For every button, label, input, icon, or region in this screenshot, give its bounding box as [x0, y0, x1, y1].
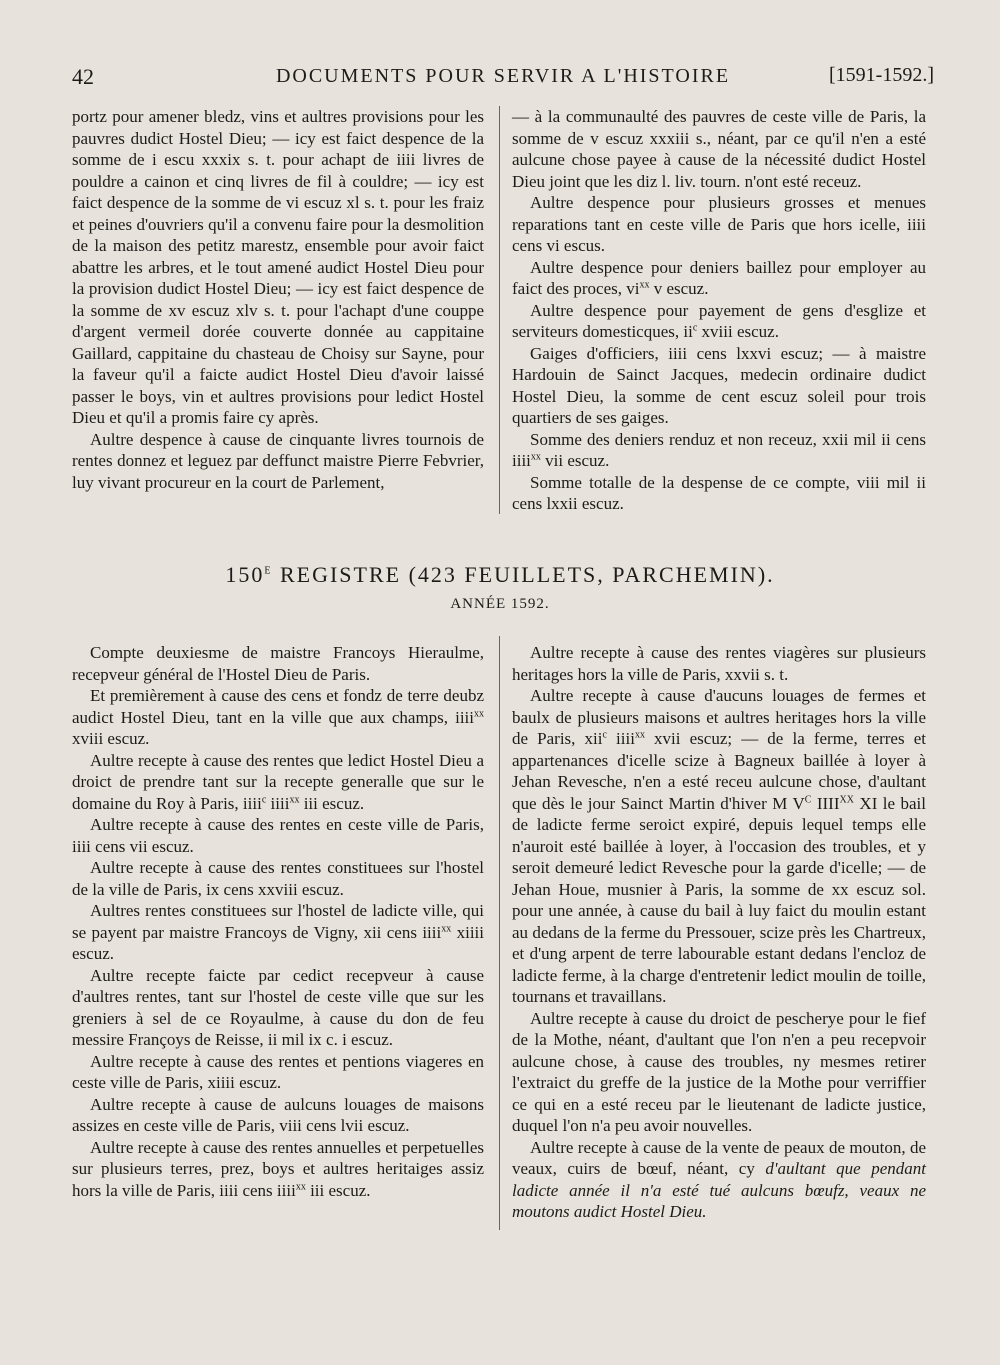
column-divider: [499, 636, 500, 1230]
heading-number: 150: [225, 562, 265, 587]
paragraph: Compte deuxiesme de maistre Francoys Hieraulme, recepveur général de l'Hostel Dieu de Paris.: [72, 643, 484, 684]
italic-text: d'aultant que pendant ladicte année il n'a esté tué aulcuns bœufz, veaux ne moutons audict Hostel Dieu.: [512, 1159, 926, 1221]
paragraph: [72, 900, 484, 965]
text-run: Et premièrement à cause des cens et fondz de terre deubz audict Hostel Dieu, tant en la ville que aux champs, iiii: [72, 686, 484, 727]
running-title: DOCUMENTS POUR SERVIR A L'HISTOIRE: [275, 65, 731, 87]
text-run: iii escuz.: [299, 793, 365, 813]
heading-text: REGISTRE (423 FEUILLETS, PARCHEMIN).: [272, 562, 775, 587]
text-run: xviii escuz.: [72, 729, 150, 748]
top-right-column: [512, 106, 926, 515]
bottom-right-column: [512, 642, 926, 1223]
text-run: Somme des deniers renduz et non receuz, xxii mil ii cens iiii: [512, 429, 926, 470]
paragraph: [512, 257, 926, 300]
paragraph: Aultre recepte à cause de aulcuns louages de maisons assizes en ceste ville de Paris, viii cens lvii escuz.: [72, 1094, 484, 1135]
superscript: xx: [634, 729, 645, 741]
text-run: xiiii escuz.: [72, 922, 484, 963]
paragraph: Gaiges d'officiers, iiii cens lxxvi escuz; — à maistre Hardouin de Sainct Jacques, medecin ordinaire dudict Hostel Dieu, la somme de cent escuz soleil pour trois quartiers de ses gaiges.: [512, 343, 926, 427]
text-run: v escuz.: [649, 279, 709, 298]
superscript: xx: [639, 279, 650, 291]
paragraph: Aultre recepte à cause des rentes viagères sur plusieurs heritages hors la ville de Paris, xxvii s. t.: [512, 643, 926, 684]
superscript: xx: [289, 793, 300, 805]
superscript: xx: [441, 922, 452, 934]
paragraph: Aultre despence à cause de cinquante livres tournois de rentes donnez et leguez par deffunct maistre Pierre Febvrier, luy vivant procureur en la court de Parlement,: [72, 429, 484, 492]
section-year: ANNÉE 1592.: [450, 596, 550, 612]
superscript: C: [804, 793, 812, 805]
paragraph: Aultre recepte à cause des rentes en ceste ville de Paris, iiii cens vii escuz.: [72, 815, 484, 856]
text-run: iii escuz.: [305, 1180, 371, 1200]
paragraph: Aultre recepte à cause des rentes et pentions viageres en ceste ville de Paris, xiiii escuz.: [72, 1051, 484, 1092]
text-run: Aultre recepte à cause de la vente de peaux de mouton, de veaux, cuirs de bœuf, néant, cy: [512, 1137, 926, 1178]
text-run: Aultre recepte à cause d'aucuns louages de fermes et baulx de plusieurs maisons et aultres heritages hors la ville de Paris, xii: [512, 686, 926, 748]
paragraph: [512, 300, 926, 343]
section-heading: [0, 562, 1000, 588]
paragraph: Aultre recepte à cause du droict de pescherye pour le fief de la Mothe, néant, d'aultant que l'on n'en a peu recepvoir aulcune chose, à cause des troubles, ny mesmes retirer l'extraict du greffe de la justice de la Mothe pour verriffier ce qui en a esté receu par le lieutenant de ladicte justice, duquel l'on n'a peu avoir nouvelles.: [512, 1008, 926, 1135]
paragraph: [512, 1137, 926, 1223]
paragraph: [512, 429, 926, 472]
text-run: iiii: [266, 793, 290, 813]
paragraph: Aultre despence pour plusieurs grosses et menues reparations tant en ceste ville de Paris que hors icelle, iiii cens vi escus.: [512, 193, 926, 255]
superscript: xx: [530, 451, 541, 463]
column-divider: [499, 106, 500, 514]
text-run: IIII: [811, 793, 840, 813]
text-run: iiii: [606, 729, 635, 748]
superscript: c: [261, 793, 267, 805]
paragraph: Somme totalle de la despense de ce compte, viii mil ii cens lxxii escuz.: [512, 472, 926, 513]
superscript: xx: [295, 1180, 306, 1192]
superscript: c: [602, 729, 607, 741]
superscript: xx: [474, 707, 484, 719]
superscript: XX: [839, 793, 854, 805]
paragraph: [72, 1137, 484, 1202]
text-run: Aultre recepte à cause des rentes annuelles et perpetuelles sur plusieurs terres, prez, boys et aultres heritaiges assiz hors la ville de Paris, iiii cens iiii: [72, 1137, 484, 1200]
text-run: Aultre recepte à cause des rentes que ledict Hostel Dieu a droict de prendre tant sur la recepte generalle que sur le domaine du Roy à Paris, iiii: [72, 750, 484, 813]
text-run: xvii escuz; — de la ferme, terres et appartenances d'icelle scize à Bagneux baillée à loyer à Jehan Revesche, n'en a esté receu aulcune chose, d'aultant que dès le jour Sainct Martin d'hiver M V: [512, 729, 926, 813]
page-header: [72, 64, 934, 94]
text-run: Aultres rentes constituees sur l'hostel de ladicte ville, qui se payent par maistre Francoys de Vigny, xii cens iiii: [72, 901, 484, 942]
superscript: E: [264, 565, 273, 577]
text-run: XI le bail de ladicte ferme seroict expiré, depuis lequel temps elle n'auroit esté baillée à loyer, à l'occasion des troubles, et y seroit demeuré ledict Revesche pour la garde d'icelle; — de Jehan Houe, musnier à Paris, la somme de xx escuz sol. pour une année, à cause du bail à luy faict du moulin estant au dedans de la ferme du Pressouer, scize près les Chartreux, et d'ung arpent de terre labourable estant dedans l'encloz de ladicte ferme, à la charge d'entretenir ledict moulin de toille, tournans et travaillans.: [512, 793, 926, 1006]
text-run: vii escuz.: [540, 451, 610, 470]
text-run: Aultre despence pour deniers baillez pour employer au faict des proces, vi: [512, 257, 926, 298]
paragraph: — à la communaulté des pauvres de ceste ville de Paris, la somme de v escuz xxxiii s., néant, par ce qu'il n'en a esté aulcune chose payee à cause de la nécessité dudict Hostel Dieu joint que les diz l. liv. tourn. n'ont esté receuz.: [512, 107, 926, 191]
text-run: xviii escuz.: [697, 322, 779, 341]
paragraph: [72, 685, 484, 750]
top-left-column: [72, 106, 484, 493]
date-range: [1591-1592.]: [829, 64, 934, 86]
paragraph: portz pour amener bledz, vins et aultres provisions pour les pauvres dudict Hostel Dieu; — icy est faict despence de la somme de i escu xxxix s. t. pour achapt de iiii livres de pouldre a cainon et cinq livres de fil à couldre; — icy est faict despence de la somme de vi escuz xl s. t. pour les fraiz et peines d'ouvriers qu'il a convenu faire pour la desmolition de la maison des petitz marestz, ensemble pour avoir faict abattre les arbres, et le tout amené audict Hostel Dieu pour la provision dudict Hostel Dieu; — icy est faict despence de la somme de xv escuz xlv s. t. pour l'achapt d'une couppe d'argent vermeil dorée couverte donnée au cappitaine Gaillard, cappitaine du chasteau de Choisy sur Sayne, pour la faveur qu'il a faicte audict Hostel Dieu d'avoir laissé passer le boys, vin et aultres provisions pour ledict Hostel Dieu et qu'il a promis faire cy après.: [72, 107, 484, 427]
page-number: 42: [72, 64, 94, 89]
bottom-left-column: [72, 642, 484, 1201]
paragraph: [512, 685, 926, 1008]
superscript: c: [692, 322, 698, 334]
paragraph: [72, 750, 484, 815]
text-run: Aultre despence pour payement de gens d'esglize et serviteurs domesticques, ii: [512, 300, 926, 341]
paragraph: Aultre recepte faicte par cedict recepveur à cause d'aultres rentes, tant sur l'hostel de ceste ville que sur les greniers à sel de ce Royaulme, à cause du don de feu messire Françoys de Reisse, ii mil ix c. i escuz.: [72, 965, 484, 1049]
paragraph: Aultre recepte à cause des rentes constituees sur l'hostel de la ville de Paris, ix cens xxviii escuz.: [72, 858, 484, 899]
